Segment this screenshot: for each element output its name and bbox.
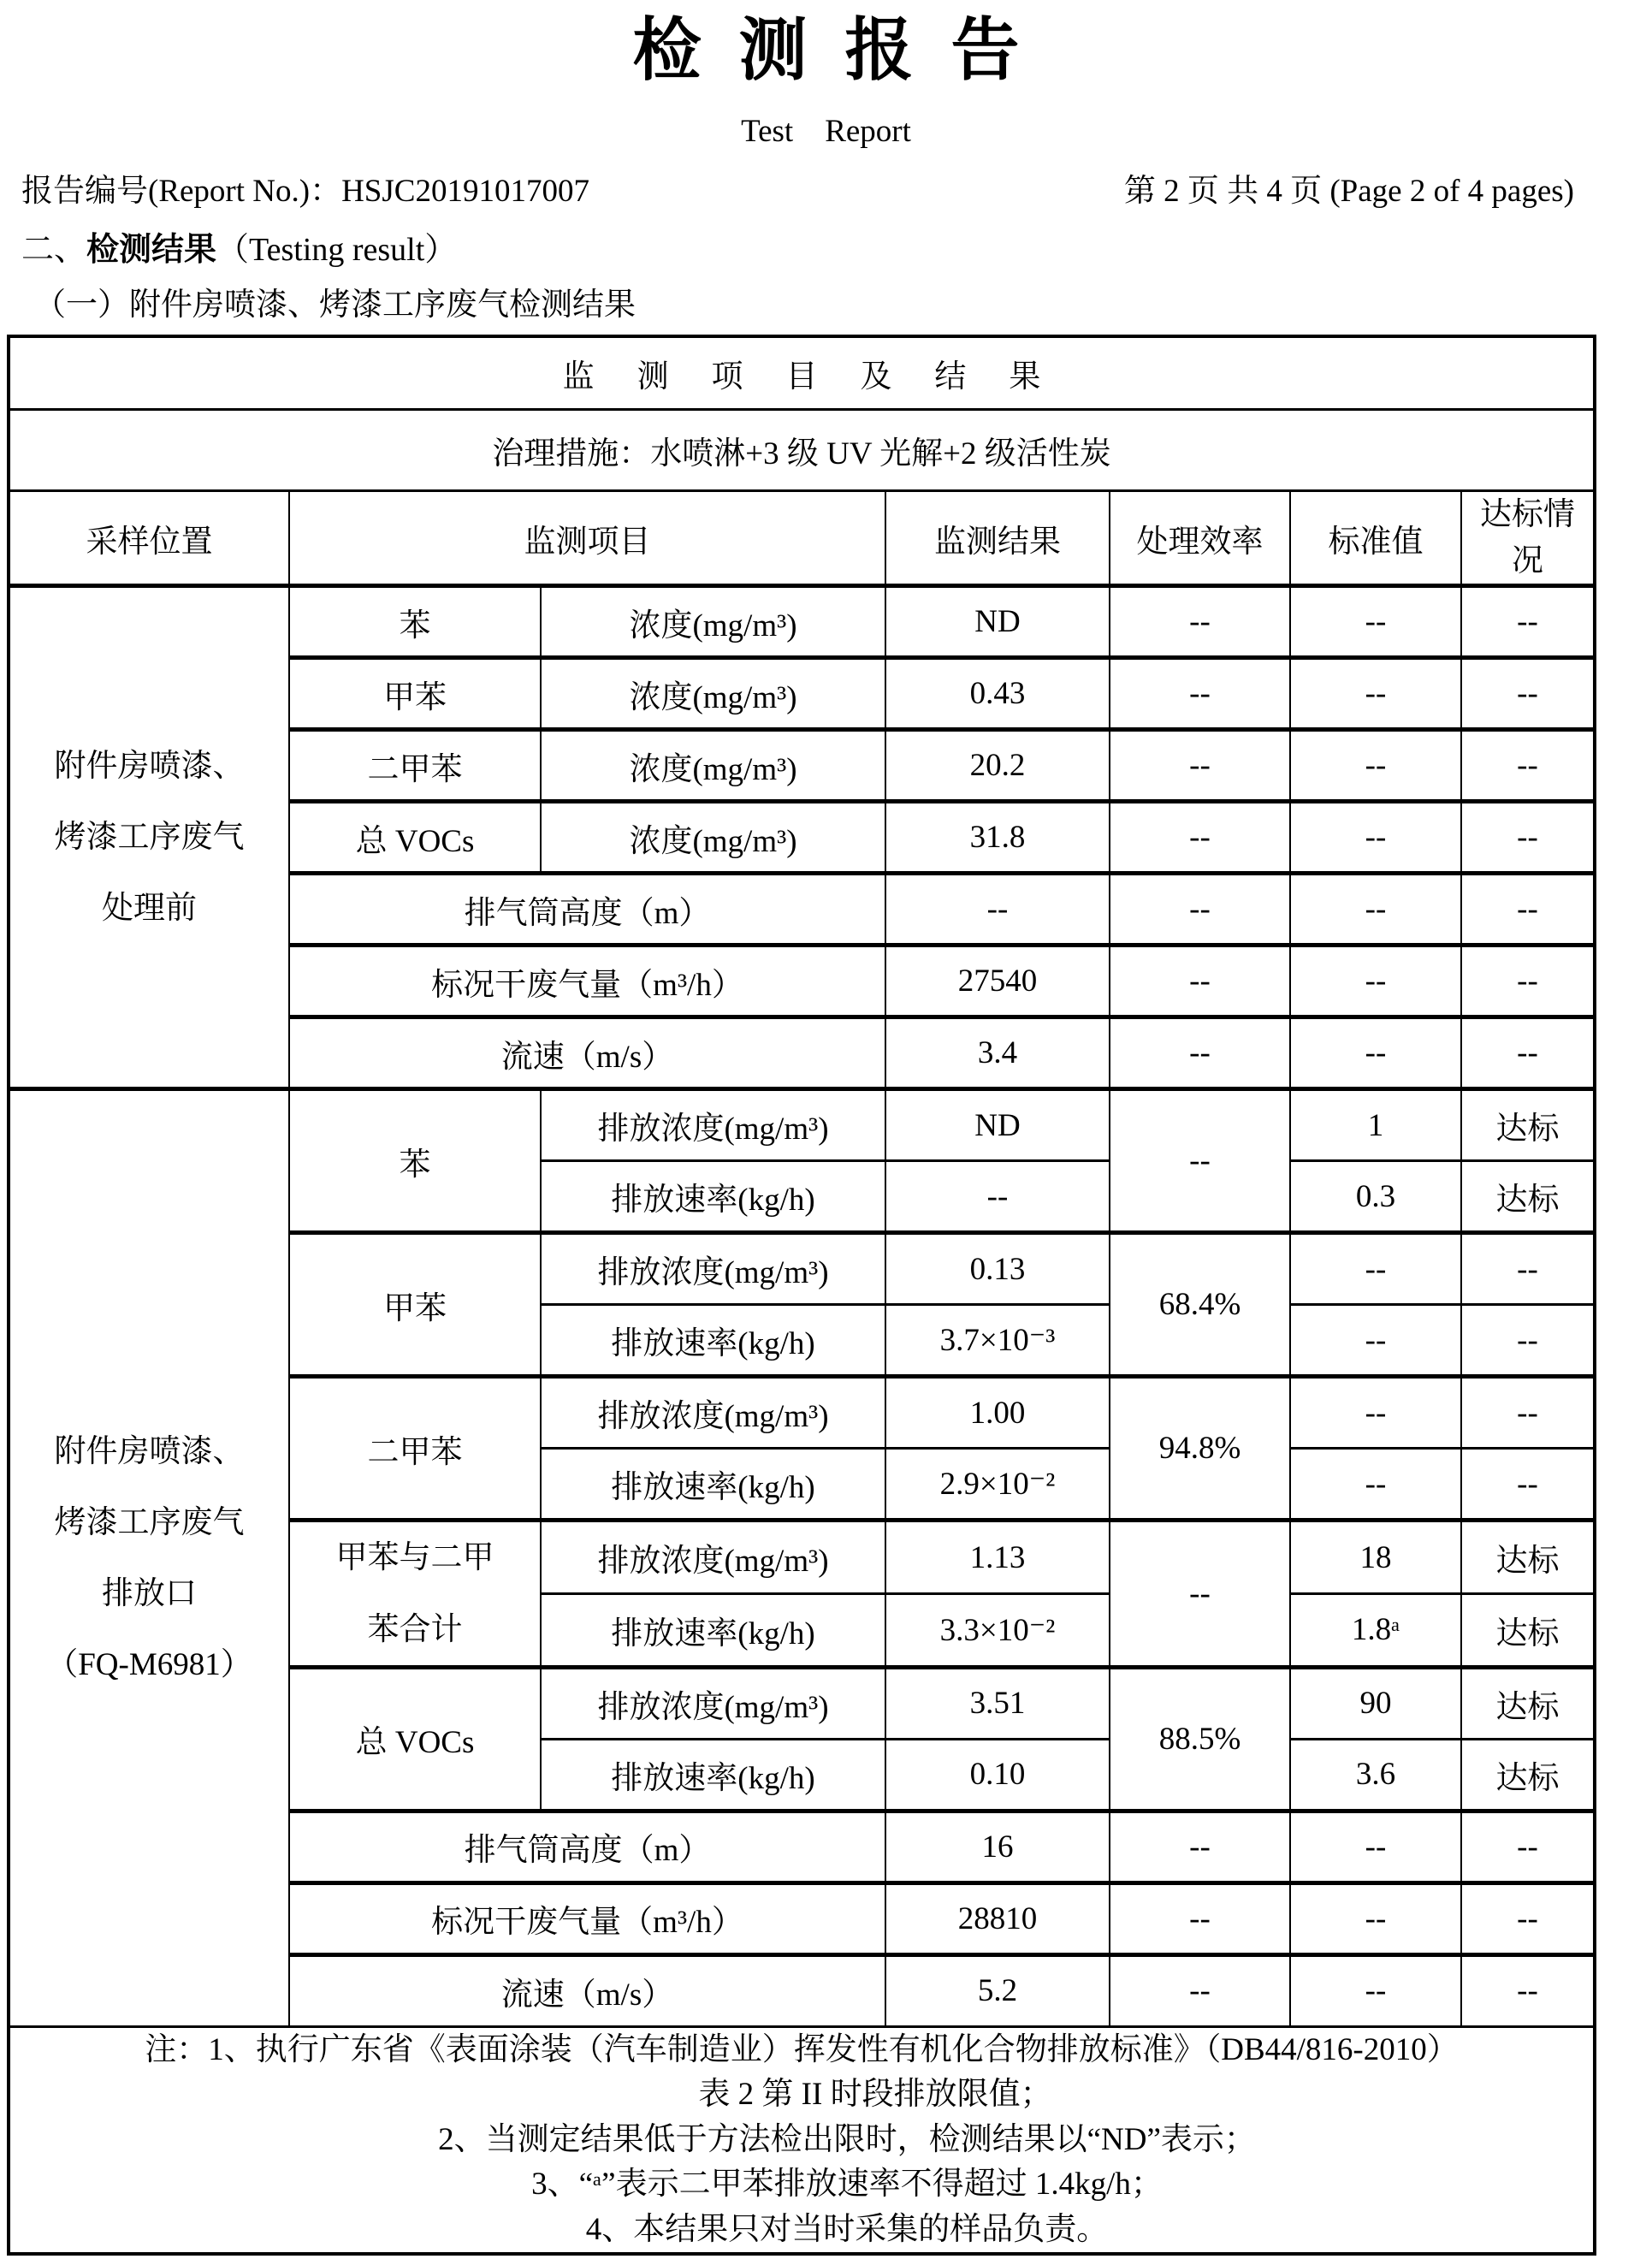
compliance-cell: --	[1461, 946, 1595, 1017]
result-cell: ND	[885, 586, 1110, 658]
efficiency-cell: 94.8%	[1110, 1377, 1290, 1521]
param-name-cell: 排放速率(kg/h)	[541, 1594, 885, 1668]
result-cell: --	[885, 1161, 1110, 1233]
param-name-cell: 标况干废气量（m³/h）	[289, 946, 885, 1017]
note-number: 3、	[531, 2167, 579, 2203]
sampling-location-cell	[9, 1089, 289, 2027]
note-line-1	[10, 2028, 1593, 2073]
compliance-cell: 达标	[1461, 1521, 1595, 1594]
param-name-cell: 排放浓度(mg/m³)	[541, 1377, 885, 1449]
result-cell: 5.2	[885, 1954, 1110, 2026]
result-cell: 31.8	[885, 802, 1110, 874]
standard-cell: --	[1290, 1377, 1461, 1449]
page-title-en: Test Report	[741, 114, 911, 149]
result-cell: 3.4	[885, 1017, 1110, 1089]
compliance-cell: --	[1461, 1449, 1595, 1521]
standard-cell: 18	[1290, 1521, 1461, 1594]
param-name-cell: 流速（m/s）	[289, 1954, 885, 2026]
standard-cell: 3.6	[1290, 1739, 1461, 1811]
result-cell: 3.7×10⁻³	[885, 1305, 1110, 1377]
efficiency-cell: --	[1110, 802, 1290, 874]
page-indicator: 第 2 页 共 4 页 (Page 2 of 4 pages)	[1123, 174, 1574, 210]
standard-cell: --	[1290, 1882, 1461, 1954]
item-name-line: 甲苯与二甲	[335, 1540, 494, 1576]
compliance-cell: --	[1461, 658, 1595, 730]
efficiency-cell: --	[1110, 730, 1290, 802]
param-name-cell: 排放浓度(mg/m³)	[541, 1089, 885, 1161]
result-cell: 28810	[885, 1882, 1110, 1954]
notes-cell	[9, 2026, 1595, 2254]
location-line: 排放口	[102, 1576, 197, 1612]
efficiency-cell: --	[1110, 1521, 1290, 1668]
compliance-cell: --	[1461, 1377, 1595, 1449]
efficiency-cell: --	[1110, 1954, 1290, 2026]
param-name-cell: 排放浓度(mg/m³)	[541, 1521, 885, 1594]
param-name-cell: 浓度(mg/m³)	[541, 586, 885, 658]
item-name-cell: 甲苯	[289, 1233, 541, 1377]
param-name-cell: 流速（m/s）	[289, 1017, 885, 1089]
efficiency-cell: --	[1110, 658, 1290, 730]
compliance-cell: --	[1461, 1811, 1595, 1882]
table-row	[9, 1089, 1595, 1161]
result-cell: 0.13	[885, 1233, 1110, 1305]
table-row	[9, 336, 1595, 410]
item-name-cell: 二甲苯	[289, 1377, 541, 1521]
result-cell: ND	[885, 1089, 1110, 1161]
sampling-location-cell	[9, 586, 289, 1089]
standard-cell: 1.8ᵃ	[1290, 1594, 1461, 1668]
results-table	[7, 335, 1596, 2256]
table-title: 监测项目及结果	[9, 336, 1595, 410]
efficiency-cell: --	[1110, 1811, 1290, 1882]
result-cell: 1.00	[885, 1377, 1110, 1449]
col-header-compliance	[1461, 491, 1595, 586]
col-header-result: 监测结果	[885, 491, 1110, 586]
item-name-cell: 总 VOCs	[289, 802, 541, 874]
param-name-cell: 排气筒高度（m）	[289, 1811, 885, 1882]
standard-cell: --	[1290, 730, 1461, 802]
note-number: 2、	[438, 2121, 486, 2157]
section-suffix: （Testing result）	[216, 231, 458, 268]
result-cell: 27540	[885, 946, 1110, 1017]
note-text: “ᵃ”表示二甲苯排放速率不得超过 1.4kg/h；	[578, 2167, 1163, 2203]
compliance-cell: 达标	[1461, 1089, 1595, 1161]
table-header-row	[9, 491, 1595, 586]
result-cell: 20.2	[885, 730, 1110, 802]
standard-cell: --	[1290, 802, 1461, 874]
table-row	[9, 410, 1595, 491]
col-header-location: 采样位置	[9, 491, 289, 586]
standard-cell: --	[1290, 1811, 1461, 1882]
param-name-cell: 排气筒高度（m）	[289, 874, 885, 946]
col-header-compliance-label: 达标情况	[1480, 497, 1575, 578]
param-name-cell: 浓度(mg/m³)	[541, 658, 885, 730]
efficiency-cell: 68.4%	[1110, 1233, 1290, 1377]
compliance-cell: --	[1461, 1233, 1595, 1305]
compliance-cell: --	[1461, 1305, 1595, 1377]
param-name-cell: 标况干废气量（m³/h）	[289, 1882, 885, 1954]
efficiency-cell: --	[1110, 1882, 1290, 1954]
standard-cell: --	[1290, 1233, 1461, 1305]
item-name-cell: 总 VOCs	[289, 1667, 541, 1811]
report-meta-row	[21, 173, 1574, 210]
section-prefix: 二、	[21, 231, 87, 268]
compliance-cell: --	[1461, 1954, 1595, 2026]
result-cell: 0.10	[885, 1739, 1110, 1811]
standard-cell: --	[1290, 1017, 1461, 1089]
standard-cell: 0.3	[1290, 1161, 1461, 1233]
location-line: 附件房喷漆、	[54, 748, 245, 784]
notes-label: 注：	[145, 2031, 209, 2067]
compliance-cell: --	[1461, 730, 1595, 802]
section-heading	[21, 230, 1652, 271]
note-line-2	[101, 2118, 1593, 2163]
location-line: 附件房喷漆、	[54, 1433, 245, 1469]
report-number: 报告编号(Report No.)：HSJC20191017007	[21, 174, 589, 210]
param-name-cell: 浓度(mg/m³)	[541, 802, 885, 874]
note-line-4	[101, 2208, 1593, 2253]
note-line-3	[101, 2162, 1593, 2208]
subsection-heading: （一）附件房喷漆、烤漆工序废气检测结果	[34, 288, 636, 323]
compliance-cell: 达标	[1461, 1667, 1595, 1739]
compliance-cell: --	[1461, 802, 1595, 874]
param-name-cell: 排放速率(kg/h)	[541, 1449, 885, 1521]
param-name-cell: 排放速率(kg/h)	[541, 1161, 885, 1233]
standard-cell: --	[1290, 658, 1461, 730]
item-name-cell: 苯	[289, 586, 541, 658]
standard-cell: --	[1290, 1305, 1461, 1377]
note-text: 执行广东省《表面涂装（汽车制造业）挥发性有机化合物排放标准》（DB44/816-2010）	[255, 2031, 1459, 2067]
standard-cell: 1	[1290, 1089, 1461, 1161]
efficiency-cell: --	[1110, 874, 1290, 946]
col-header-efficiency: 处理效率	[1110, 491, 1290, 586]
table-row	[9, 586, 1595, 658]
col-header-standard: 标准值	[1290, 491, 1461, 586]
location-line: 处理前	[102, 891, 197, 927]
col-header-item: 监测项目	[289, 491, 885, 586]
result-cell: 0.43	[885, 658, 1110, 730]
result-cell: 16	[885, 1811, 1110, 1882]
location-line: （FQ-M6981）	[46, 1647, 252, 1683]
efficiency-cell: --	[1110, 1089, 1290, 1233]
standard-cell: --	[1290, 874, 1461, 946]
compliance-cell: 达标	[1461, 1739, 1595, 1811]
compliance-cell: --	[1461, 874, 1595, 946]
result-cell: --	[885, 874, 1110, 946]
result-cell: 2.9×10⁻²	[885, 1449, 1110, 1521]
standard-cell: --	[1290, 946, 1461, 1017]
treatment-measures-cell: 治理措施：水喷淋+3 级 UV 光解+2 级活性炭	[9, 410, 1595, 491]
compliance-cell: --	[1461, 1017, 1595, 1089]
page-title: 检测报告	[632, 14, 1057, 89]
efficiency-cell: --	[1110, 946, 1290, 1017]
note-number: 4、	[585, 2211, 634, 2247]
standard-cell: --	[1290, 586, 1461, 658]
param-name-cell: 排放速率(kg/h)	[541, 1739, 885, 1811]
efficiency-cell: 88.5%	[1110, 1667, 1290, 1811]
location-line: 烤漆工序废气	[54, 820, 245, 856]
compliance-cell: --	[1461, 1882, 1595, 1954]
item-name-cell: 苯	[289, 1089, 541, 1233]
param-name-cell: 排放浓度(mg/m³)	[541, 1667, 885, 1739]
compliance-cell: 达标	[1461, 1161, 1595, 1233]
item-name-line: 苯合计	[367, 1611, 463, 1647]
compliance-cell: --	[1461, 586, 1595, 658]
standard-cell: --	[1290, 1449, 1461, 1521]
param-name-cell: 排放速率(kg/h)	[541, 1305, 885, 1377]
note-text: 本结果只对当时采集的样品负责。	[633, 2211, 1109, 2247]
result-cell: 1.13	[885, 1521, 1110, 1594]
standard-cell: 90	[1290, 1667, 1461, 1739]
param-name-cell: 排放浓度(mg/m³)	[541, 1233, 885, 1305]
note-line-1-continued: 表 2 第 II 时段排放限值；	[698, 2077, 1052, 2113]
efficiency-cell: --	[1110, 1017, 1290, 1089]
compliance-cell: 达标	[1461, 1594, 1595, 1668]
result-cell: 3.51	[885, 1667, 1110, 1739]
item-name-cell: 二甲苯	[289, 730, 541, 802]
item-name-cell: 甲苯	[289, 658, 541, 730]
param-name-cell: 浓度(mg/m³)	[541, 730, 885, 802]
note-number: 1、	[208, 2031, 256, 2067]
item-name-cell	[289, 1521, 541, 1668]
section-title: 检测结果	[86, 231, 217, 268]
table-row	[9, 2026, 1595, 2254]
result-cell: 3.3×10⁻²	[885, 1594, 1110, 1668]
location-line: 烤漆工序废气	[54, 1504, 245, 1540]
note-text: 当测定结果低于方法检出限时，检测结果以“ND”表示；	[485, 2121, 1256, 2157]
standard-cell: --	[1290, 1954, 1461, 2026]
efficiency-cell: --	[1110, 586, 1290, 658]
